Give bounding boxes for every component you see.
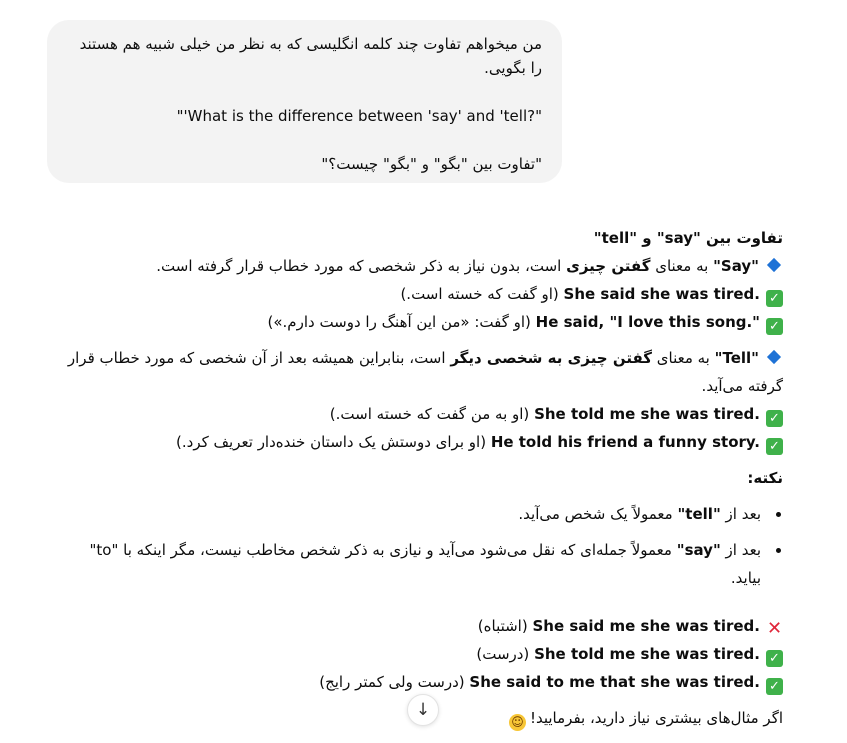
list-item [55, 536, 783, 592]
comparison-item [55, 612, 783, 640]
check-mark-icon: ✓ [766, 290, 783, 307]
example-english: She said she was tired. [563, 285, 760, 303]
note-text: بعد از [720, 541, 761, 559]
response-heading: تفاوت بین "say" و "tell" [593, 229, 783, 247]
check-mark-icon: ✓ [766, 410, 783, 427]
example-translation: (او به من گفت که خسته است.) [329, 405, 535, 423]
example-translation: (او گفت: «من این آهنگ را دوست دارم.») [267, 313, 536, 331]
closing-text: اگر مثال‌های بیشتری نیاز دارید، بفرمایید! [529, 709, 783, 727]
note-title [55, 464, 783, 492]
blue-diamond-icon [767, 350, 781, 364]
smiling-face-icon: ☺ [509, 714, 526, 731]
example-translation: (اشتباه) [477, 617, 533, 635]
cross-mark-icon: ✕ [766, 618, 783, 639]
note-title-text: نکته: [747, 469, 783, 487]
say-def-bold: گفتن چیزی [566, 257, 651, 275]
blue-diamond-icon [767, 258, 781, 272]
scroll-to-bottom-button[interactable] [407, 694, 439, 726]
say-def-text: به معنای [650, 257, 714, 275]
arrow-down-icon: ↓ [415, 700, 431, 720]
example-translation: (درست) [476, 645, 535, 663]
say-definition [55, 252, 783, 280]
say-def-text: است، بدون نیاز به ذکر شخصی که مورد خطاب قرار گرفته است. [156, 257, 567, 275]
list-item [55, 500, 783, 528]
assistant-message [55, 224, 783, 732]
user-message-line: "?What is the difference between 'say' and 'tell'" [176, 107, 542, 125]
example-english: She told me she was tired. [534, 645, 760, 663]
tell-example [55, 400, 783, 428]
example-english: She said me she was tired. [532, 617, 760, 635]
notes-list [55, 500, 783, 592]
tell-definition [55, 344, 783, 400]
note-word: "tell" [677, 505, 721, 523]
say-example [55, 280, 783, 308]
tell-def-text: به معنای [652, 349, 715, 367]
example-english: He said, "I love this song." [535, 313, 760, 331]
comparison-item [55, 640, 783, 668]
check-mark-icon: ✓ [766, 650, 783, 667]
check-mark-icon: ✓ [766, 318, 783, 335]
tell-example [55, 428, 783, 456]
check-mark-icon: ✓ [766, 438, 783, 455]
example-translation: (او گفت که خسته است.) [400, 285, 564, 303]
user-message-bubble [47, 20, 562, 183]
user-message-line: "تفاوت بین "بگو" و "بگو" چیست؟" [321, 155, 542, 173]
note-word: "say" [676, 541, 721, 559]
tell-def-bold: گفتن چیزی به شخصی دیگر [450, 349, 652, 367]
tell-def-text: است، بنابراین همیشه بعد از آن شخصی که مورد خطاب قرار گرفته می‌آید. [67, 349, 783, 395]
comparison-item [55, 668, 783, 696]
check-mark-icon: ✓ [766, 678, 783, 695]
note-text: بعد از [720, 505, 761, 523]
example-translation: (درست ولی کمتر رایج) [319, 673, 470, 691]
say-word: "Say" [713, 257, 759, 275]
example-translation: (او برای دوستش یک داستان خنده‌دار تعریف کرد.) [176, 433, 491, 451]
note-text: معمولاً یک شخص می‌آید. [518, 505, 678, 523]
say-example [55, 308, 783, 336]
example-english: She said to me that she was tired. [469, 673, 760, 691]
note-text: معمولاً جمله‌ای که نقل می‌شود می‌آید و نیازی به ذکر شخص مخاطب نیست، مگر اینکه با "to" بیاید. [89, 541, 761, 587]
user-message-line: من میخواهم تفاوت چند کلمه انگلیسی که به نظر من خیلی شبیه هم هستند را بگویی. [79, 35, 542, 77]
example-english: She told me she was tired. [534, 405, 760, 423]
tell-word: "Tell" [714, 349, 759, 367]
example-english: He told his friend a funny story. [490, 433, 760, 451]
